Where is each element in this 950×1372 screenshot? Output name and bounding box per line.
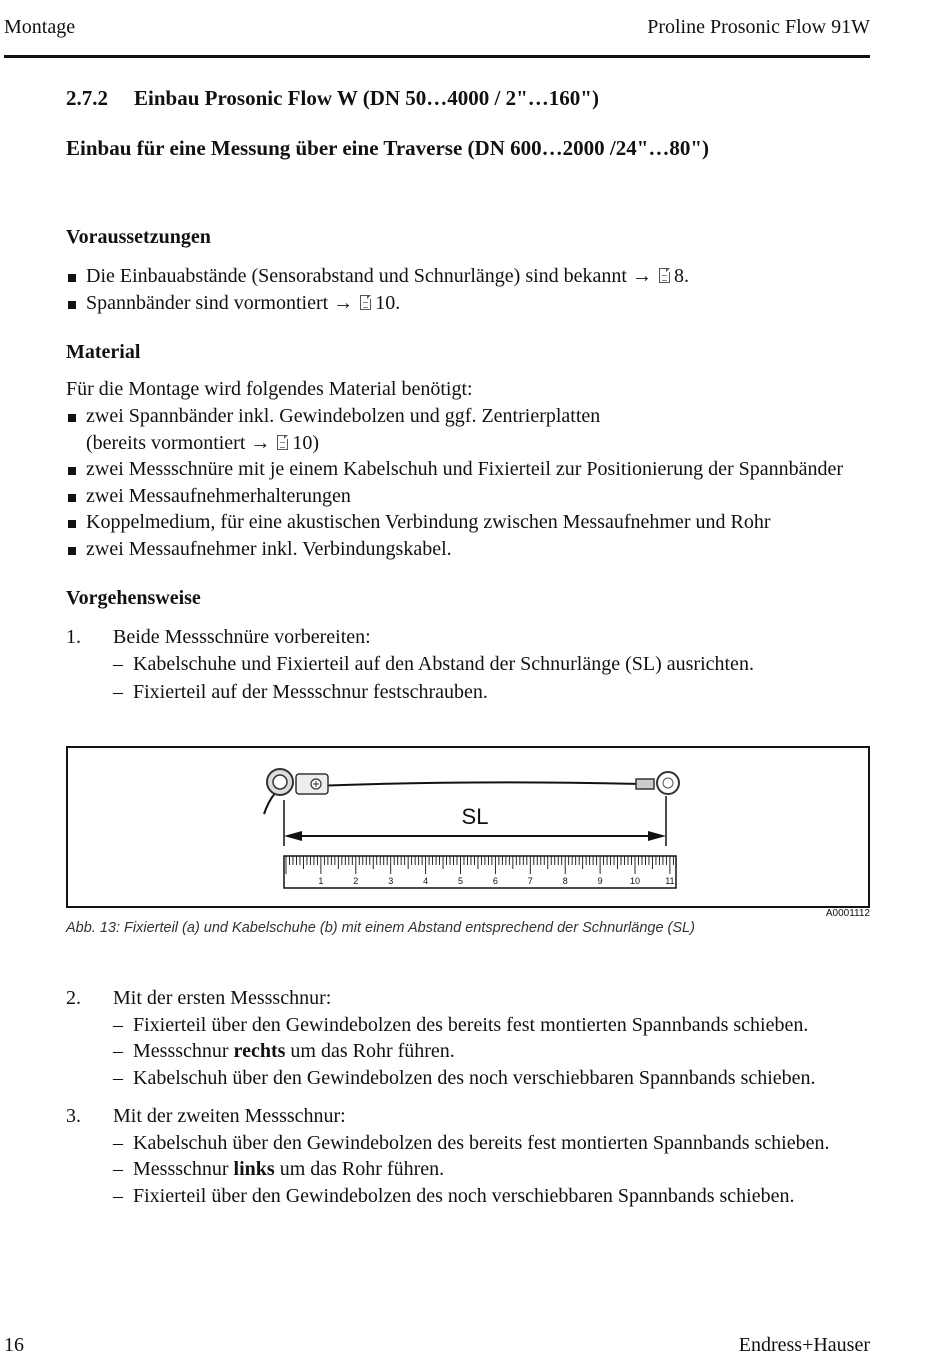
step-number: 2. <box>66 987 81 1009</box>
page-reference-icon <box>659 268 670 283</box>
footer-brand: Endress+Hauser <box>738 1334 870 1356</box>
vorgehensweise-heading: Vorgehensweise <box>66 587 201 609</box>
ruler-number: 10 <box>629 876 641 886</box>
step-title: Mit der ersten Messschnur: <box>113 987 332 1009</box>
step-title: Mit der zweiten Messschnur: <box>113 1105 346 1127</box>
step-3 <box>66 1103 886 1209</box>
voraussetzungen-heading: Voraussetzungen <box>66 226 211 248</box>
section-number: 2.7.2 <box>66 86 108 110</box>
figure-measuring-cord <box>66 746 870 908</box>
page-reference[interactable]: 10) <box>292 431 320 454</box>
step-substep: – Fixierteil auf der Messschnur festschrauben. <box>113 679 886 706</box>
arrow-left-icon <box>284 831 302 841</box>
material-heading: Material <box>66 341 141 363</box>
ruler-number: 7 <box>527 876 533 886</box>
page-reference[interactable]: 8. <box>673 265 689 287</box>
ruler-number: 3 <box>388 876 394 886</box>
ruler-number: 2 <box>353 876 359 886</box>
page-reference-icon <box>277 435 288 450</box>
section-heading <box>66 86 599 111</box>
list-item: zwei Messschnüre mit je einem Kabelschuh und Fixierteil zur Positionierung der Spannbänder <box>66 456 886 483</box>
arrow-right-icon <box>648 831 666 841</box>
material-intro: Für die Montage wird folgendes Material benötigt: <box>66 378 473 400</box>
subsection-heading: Einbau für eine Messung über eine Traverse (DN 600…2000 /24"…80") <box>66 136 710 160</box>
measuring-cord <box>313 782 640 786</box>
ruler-number: 6 <box>492 876 498 886</box>
section-title: Einbau Prosonic Flow W (DN 50…4000 / 2"…160") <box>134 86 599 110</box>
step-number: 3. <box>66 1105 81 1127</box>
list-item: zwei Messaufnehmerhalterungen <box>66 483 886 510</box>
step-substep: – Messschnur links um das Rohr führen. <box>113 1156 886 1183</box>
running-header-left: Montage <box>4 16 76 38</box>
step-number: 1. <box>66 626 81 648</box>
page-reference-icon <box>360 295 371 310</box>
figure-code: A0001112 <box>825 908 870 919</box>
step-substep: – Kabelschuh über den Gewindebolzen des noch verschiebbaren Spannbands schieben. <box>113 1065 886 1092</box>
page-reference[interactable]: 10. <box>375 291 401 314</box>
step-2 <box>66 985 886 1091</box>
running-header-right: Proline Prosonic Flow 91W <box>647 16 870 38</box>
list-item: zwei Messaufnehmer inkl. Verbindungskabel. <box>66 536 886 563</box>
measuring-cord-illustration <box>68 748 868 906</box>
ruler-number: 8 <box>562 876 568 886</box>
ruler-number: 5 <box>457 876 464 886</box>
list-item: Spannbänder sind vormontiert → 10. <box>66 290 886 317</box>
figure-caption: Abb. 13: Fixierteil (a) und Kabelschuhe (b) mit einem Abstand entsprechend der Schnurlänge (SL) <box>66 920 695 936</box>
page-number: 16 <box>4 1334 24 1356</box>
voraussetzungen-list <box>66 263 886 316</box>
list-item: Koppelmedium, für eine akustischen Verbindung zwischen Messaufnehmer und Rohr <box>66 509 886 536</box>
step-substep: – Messschnur rechts um das Rohr führen. <box>113 1038 886 1065</box>
ruler-number: 11 <box>665 876 675 886</box>
list-item: Die Einbauabstände (Sensorabstand und Schnurlänge) sind bekannt → 8. <box>66 263 886 290</box>
material-list <box>66 403 886 562</box>
sl-label: SL <box>461 804 489 829</box>
step-1 <box>66 624 886 706</box>
step-substep: – Kabelschuhe und Fixierteil auf den Abstand der Schnurlänge (SL) ausrichten. <box>113 651 886 678</box>
step-substep: – Fixierteil über den Gewindebolzen des bereits fest montierten Spannbands schieben. <box>113 1012 886 1039</box>
ruler-number: 9 <box>597 876 603 886</box>
step-title: Beide Messschnüre vorbereiten: <box>113 626 371 648</box>
ruler-number: 4 <box>423 876 429 886</box>
header-rule <box>4 55 870 58</box>
step-substep: – Kabelschuh über den Gewindebolzen des bereits fest montierten Spannbands schieben. <box>113 1130 886 1157</box>
list-item: zwei Spannbänder inkl. Gewindebolzen und ggf. Zentrierplatten (bereits vormontiert → 10) <box>66 403 886 456</box>
step-substep: – Fixierteil über den Gewindebolzen des noch verschiebbaren Spannbands schieben. <box>113 1183 886 1210</box>
ruler-number: 1 <box>318 876 324 886</box>
